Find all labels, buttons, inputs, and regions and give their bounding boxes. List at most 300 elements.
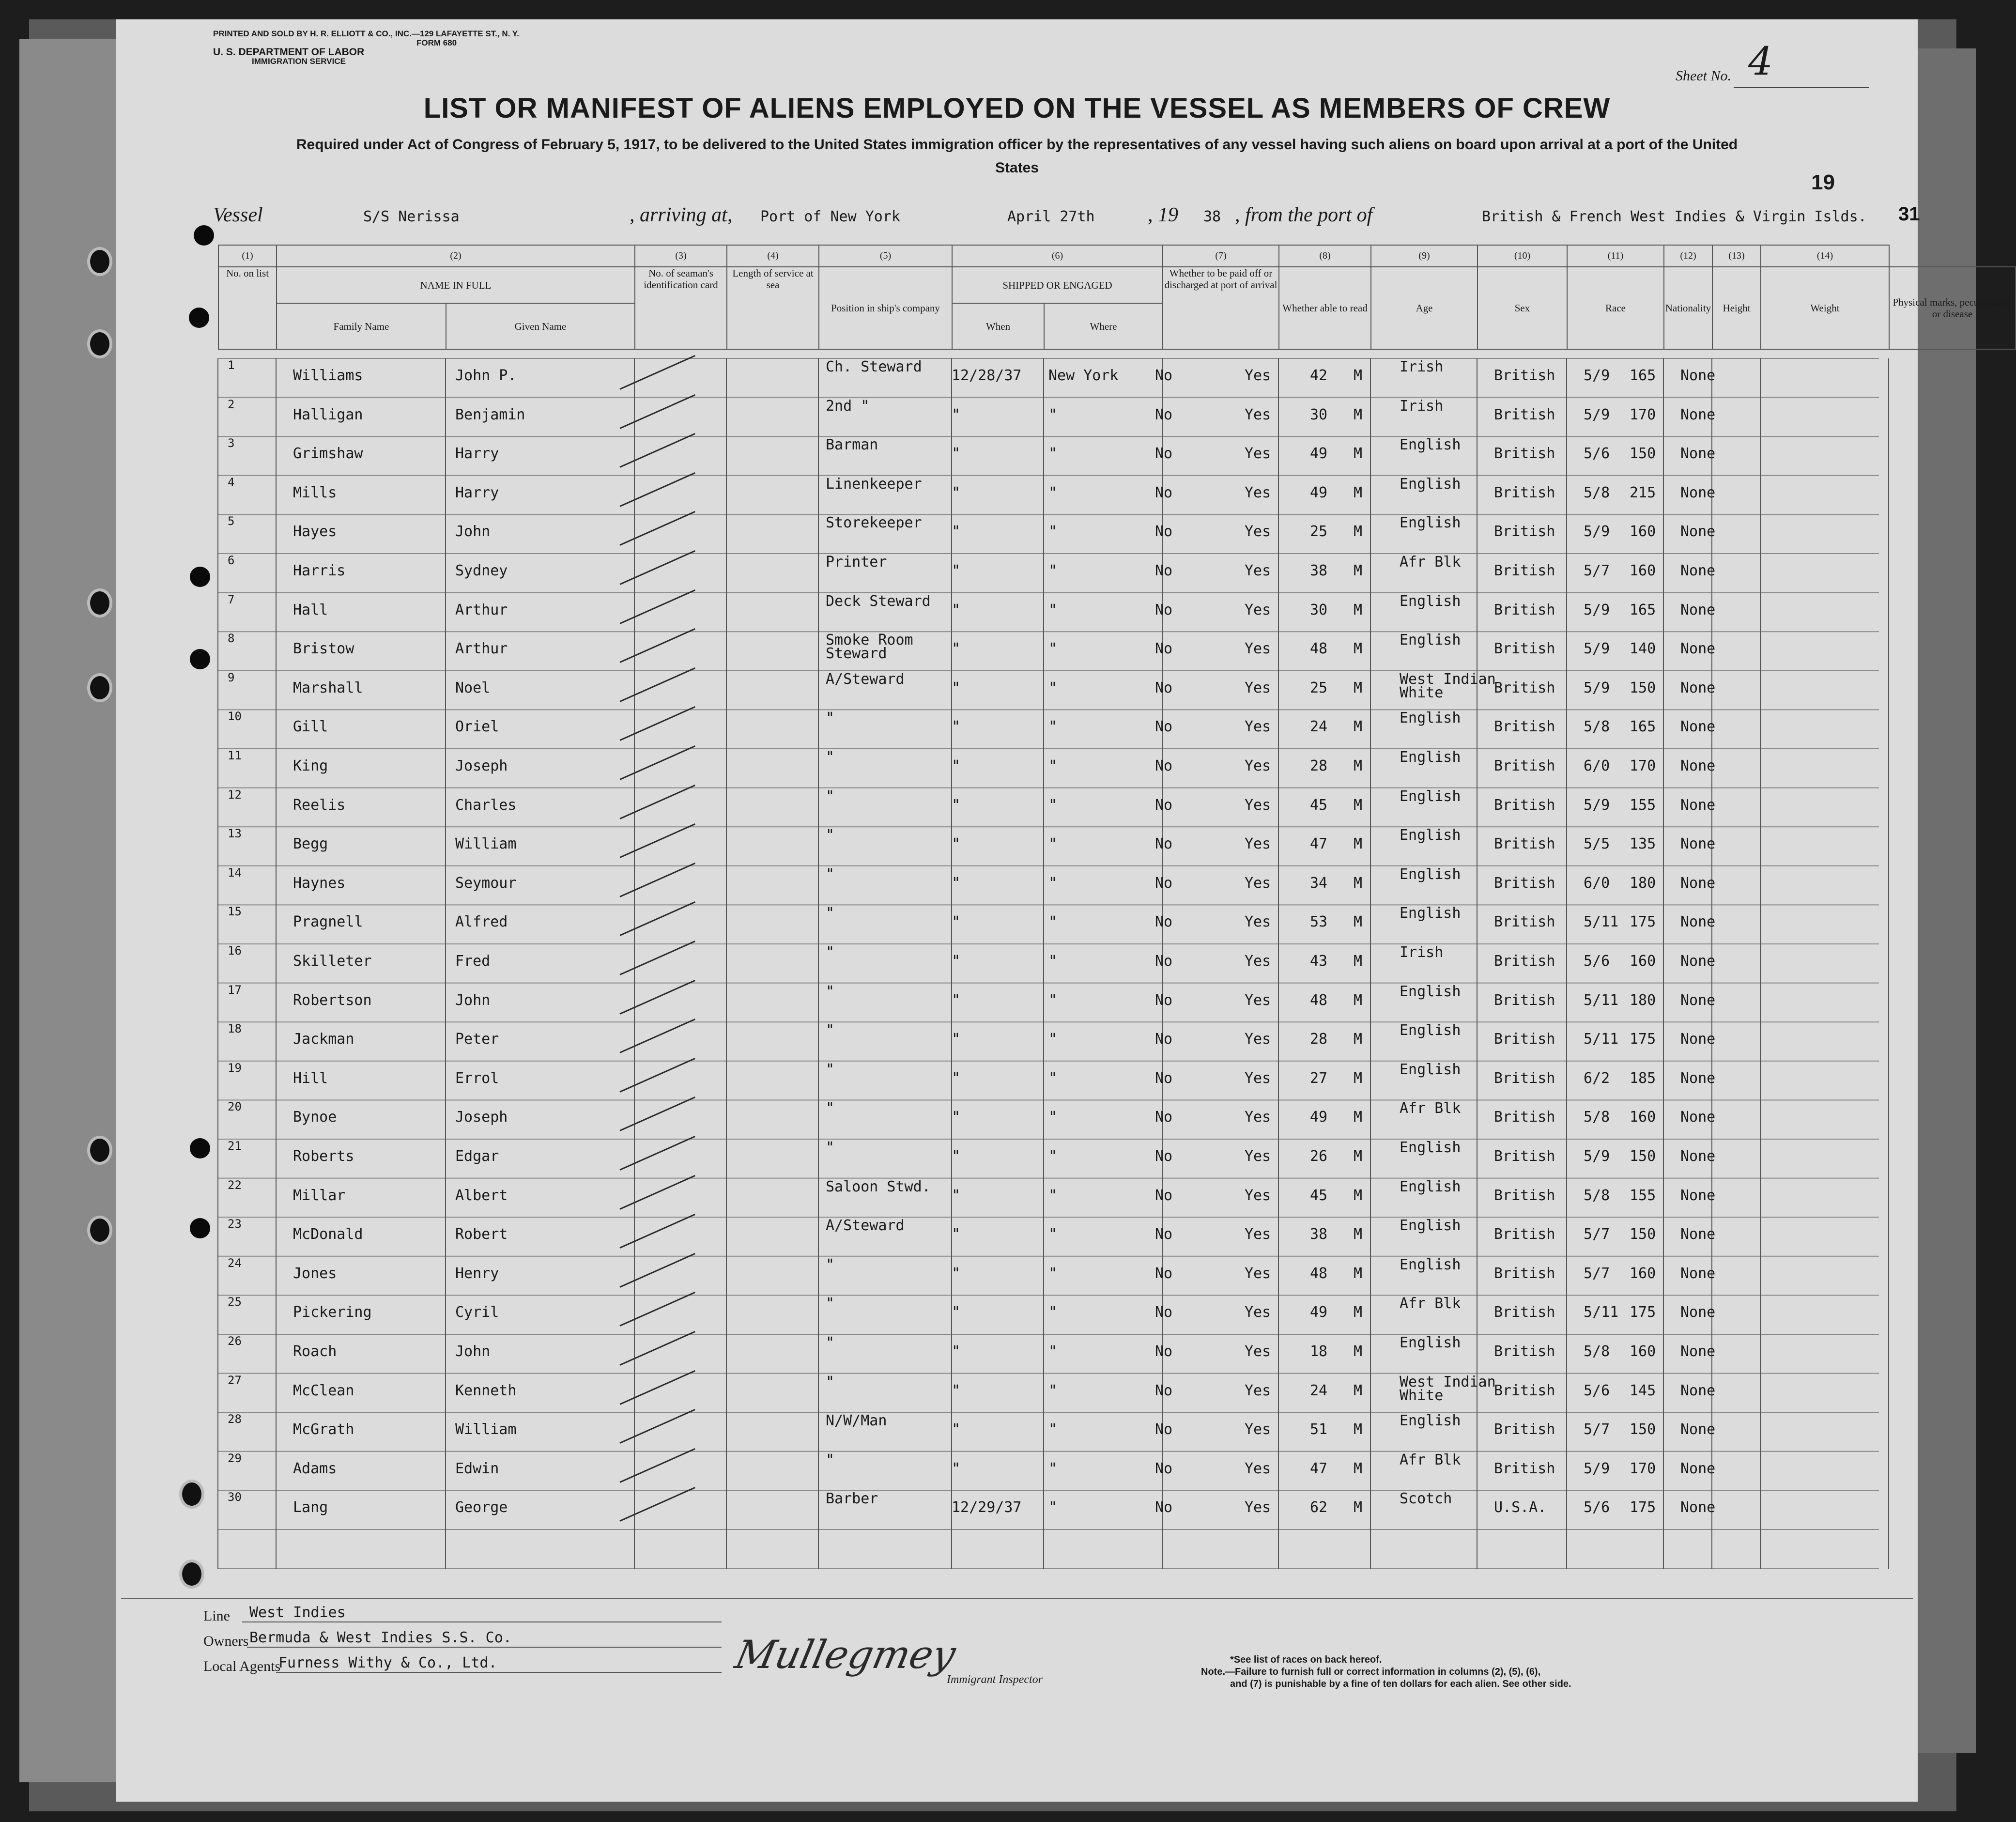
cell-marks: None — [1680, 953, 1716, 970]
cell-when: " — [952, 953, 961, 970]
cell-given: Joseph — [455, 1109, 508, 1126]
cell-age: 24 — [1310, 718, 1328, 736]
cell-height: 5/11 — [1584, 1031, 1619, 1048]
cell-paid: No — [1155, 953, 1173, 970]
cell-weight: 165 — [1630, 718, 1656, 736]
cell-age: 53 — [1310, 913, 1328, 931]
checkmark-icon — [619, 394, 695, 429]
cell-paid: No — [1155, 445, 1173, 463]
cell-weight: 150 — [1630, 1421, 1656, 1438]
inspector-label: Immigrant Inspector — [947, 1673, 1043, 1686]
header-height: Height — [1712, 267, 1761, 349]
cell-read: Yes — [1245, 1148, 1271, 1165]
cell-given: Henry — [455, 1265, 499, 1282]
cell-marks: None — [1680, 1343, 1716, 1360]
cell-read: Yes — [1245, 523, 1271, 540]
table-row — [218, 1451, 1797, 1490]
checkmark-icon — [619, 667, 695, 702]
cell-given: John — [455, 1343, 491, 1360]
cell-height: 5/8 — [1584, 1187, 1610, 1204]
cell-paid: No — [1155, 562, 1173, 579]
cell-where: " — [1048, 1382, 1058, 1399]
cell-where: " — [1048, 913, 1058, 931]
cell-weight: 150 — [1630, 445, 1656, 463]
cell-where: " — [1048, 991, 1058, 1009]
header-race: Race — [1567, 267, 1664, 349]
cell-position: " — [826, 827, 835, 844]
footer-divider — [121, 1598, 1913, 1599]
header-physical-marks: Physical marks, peculiarities, or disease — [1889, 267, 2016, 349]
cell-where: " — [1048, 1499, 1058, 1516]
cell-when: " — [952, 757, 961, 774]
cell-where: " — [1048, 874, 1058, 892]
cell-marks: None — [1680, 991, 1716, 1009]
table-row — [218, 710, 1797, 748]
cell-sex: M — [1354, 445, 1363, 463]
cell-position: " — [826, 1451, 835, 1468]
cell-position: Deck Steward — [826, 592, 931, 610]
cell-read: Yes — [1245, 1265, 1271, 1282]
cell-family: Robertson — [293, 991, 372, 1009]
cell-where: " — [1048, 1265, 1058, 1282]
cell-given: Cyril — [455, 1304, 499, 1321]
cell-sex: M — [1354, 718, 1363, 736]
cell-nat: British — [1494, 1148, 1555, 1165]
cell-when: " — [952, 1226, 961, 1243]
cell-race: English — [1400, 787, 1461, 805]
cell-height: 5/9 — [1584, 679, 1610, 696]
cell-read: Yes — [1245, 1343, 1271, 1360]
header-name-in-full: NAME IN FULL — [277, 267, 635, 303]
checkmark-icon — [619, 589, 695, 624]
cell-family: Bristow — [293, 640, 354, 658]
cell-weight: 180 — [1630, 874, 1656, 892]
cell-paid: No — [1155, 835, 1173, 853]
cell-weight: 150 — [1630, 679, 1656, 696]
cell-paid: No — [1155, 874, 1173, 892]
cell-age: 38 — [1310, 1226, 1328, 1243]
cell-race: English — [1400, 865, 1461, 883]
cell-given: Sydney — [455, 562, 508, 579]
cell-sex: M — [1354, 1499, 1363, 1516]
cell-no: 5 — [228, 514, 235, 528]
cell-race: English — [1400, 1061, 1461, 1078]
checkmark-icon — [619, 980, 695, 1015]
cell-age: 42 — [1310, 367, 1328, 384]
cell-family: Hayes — [293, 523, 337, 540]
cell-no: 28 — [228, 1412, 242, 1426]
cell-marks: None — [1680, 835, 1716, 853]
cell-when: " — [952, 718, 961, 736]
cell-race: English — [1400, 514, 1461, 532]
cell-paid: No — [1155, 1265, 1173, 1282]
cell-marks: None — [1680, 1460, 1716, 1477]
cell-nat: British — [1494, 406, 1555, 423]
cell-marks: None — [1680, 562, 1716, 579]
cell-age: 27 — [1310, 1069, 1328, 1087]
table-row — [218, 671, 1797, 710]
printer-line: U. S. DEPARTMENT OF LABOR — [213, 46, 365, 58]
checkmark-icon — [619, 785, 695, 819]
cell-family: Pragnell — [293, 913, 363, 931]
cell-read: Yes — [1245, 835, 1271, 853]
cell-read: Yes — [1245, 406, 1271, 423]
checkmark-icon — [619, 1409, 695, 1444]
cell-paid: No — [1155, 1421, 1173, 1438]
cell-family: Reelis — [293, 796, 346, 814]
header-able-to-read: Whether able to read — [1279, 267, 1371, 349]
cell-nat: British — [1494, 991, 1555, 1009]
cell-paid: No — [1155, 1343, 1173, 1360]
cell-race: West Indian White — [1400, 1373, 1496, 1404]
cell-family: Haynes — [293, 874, 346, 892]
cell-height: 5/8 — [1584, 1343, 1610, 1360]
cell-when: " — [952, 1421, 961, 1438]
cell-weight: 135 — [1630, 835, 1656, 853]
cell-nat: British — [1494, 1226, 1555, 1243]
cell-height: 5/11 — [1584, 1304, 1619, 1321]
cell-given: Peter — [455, 1031, 499, 1048]
cell-no: 19 — [228, 1061, 242, 1075]
cell-family: Begg — [293, 835, 328, 853]
cell-no: 7 — [228, 592, 235, 606]
cell-given: Arthur — [455, 601, 508, 618]
cell-no: 21 — [228, 1139, 242, 1153]
cell-marks: None — [1680, 1304, 1716, 1321]
cell-where: " — [1048, 1031, 1058, 1048]
cell-weight: 150 — [1630, 1148, 1656, 1165]
cell-position: Barber — [826, 1490, 878, 1508]
cell-sex: M — [1354, 1226, 1363, 1243]
cell-position: " — [826, 1139, 835, 1156]
cell-read: Yes — [1245, 679, 1271, 696]
header-where: Where — [1044, 303, 1163, 349]
cell-no: 8 — [228, 632, 235, 646]
cell-marks: None — [1680, 445, 1716, 463]
cell-given: Charles — [455, 796, 517, 814]
checkmark-icon — [619, 433, 695, 468]
checkmark-icon — [619, 1370, 695, 1405]
cell-given: Albert — [455, 1187, 508, 1204]
cell-position: " — [826, 905, 835, 922]
cell-paid: No — [1155, 1226, 1173, 1243]
cell-when: " — [952, 1148, 961, 1165]
cell-marks: None — [1680, 406, 1716, 423]
cell-family: Skilleter — [293, 953, 372, 970]
cell-height: 5/8 — [1584, 718, 1610, 736]
cell-marks: None — [1680, 1265, 1716, 1282]
cell-no: 29 — [228, 1451, 242, 1465]
cell-race: English — [1400, 710, 1461, 727]
agents-underline — [276, 1672, 722, 1673]
cell-position: Ch. Steward — [826, 358, 922, 375]
cell-nat: British — [1494, 953, 1555, 970]
cell-where: " — [1048, 1109, 1058, 1126]
cell-position: " — [826, 983, 835, 1000]
cell-nat: British — [1494, 913, 1555, 931]
sheet-label: Sheet No. — [1676, 68, 1731, 84]
cell-height: 6/0 — [1584, 874, 1610, 892]
cell-nat: British — [1494, 523, 1555, 540]
cell-age: 43 — [1310, 953, 1328, 970]
checkmark-icon — [619, 823, 695, 858]
cell-weight: 170 — [1630, 1460, 1656, 1477]
cell-when: " — [952, 1109, 961, 1126]
cell-given: Kenneth — [455, 1382, 517, 1399]
cell-where: " — [1048, 796, 1058, 814]
cell-weight: 140 — [1630, 640, 1656, 658]
col-number: (1) — [218, 245, 277, 267]
cell-sex: M — [1354, 1382, 1363, 1399]
cell-where: " — [1048, 640, 1058, 658]
cell-when: " — [952, 991, 961, 1009]
cell-weight: 215 — [1630, 484, 1656, 501]
cell-no: 24 — [228, 1256, 242, 1270]
cell-given: Edwin — [455, 1460, 499, 1477]
cell-where: " — [1048, 679, 1058, 696]
checkmark-icon — [619, 511, 695, 546]
cell-age: 28 — [1310, 757, 1328, 774]
year-prefix: , 19 — [1148, 204, 1178, 226]
cell-no: 22 — [228, 1178, 242, 1192]
table-row — [218, 1178, 1797, 1217]
cell-nat: British — [1494, 640, 1555, 658]
cell-age: 45 — [1310, 1187, 1328, 1204]
cell-when: " — [952, 1187, 961, 1204]
cell-given: Harry — [455, 445, 499, 463]
cell-sex: M — [1354, 796, 1363, 814]
table-row — [218, 1374, 1797, 1412]
cell-race: English — [1400, 1256, 1461, 1273]
cell-sex: M — [1354, 757, 1363, 774]
cell-nat: British — [1494, 874, 1555, 892]
cell-paid: No — [1155, 640, 1173, 658]
cell-when: " — [952, 796, 961, 814]
table-row — [218, 593, 1797, 632]
cell-family: King — [293, 757, 328, 774]
cell-family: Grimshaw — [293, 445, 363, 463]
table-row — [218, 788, 1797, 827]
col-number: (9) — [1371, 245, 1477, 267]
cell-age: 51 — [1310, 1421, 1328, 1438]
cell-weight: 175 — [1630, 1304, 1656, 1321]
cell-age: 25 — [1310, 679, 1328, 696]
cell-family: Lang — [293, 1499, 328, 1516]
cell-nat: British — [1494, 835, 1555, 853]
cell-read: Yes — [1245, 1460, 1271, 1477]
table-row — [218, 749, 1797, 787]
cell-position: " — [826, 1256, 835, 1273]
cell-given: John — [455, 523, 491, 540]
checkmark-icon — [619, 941, 695, 975]
cell-weight: 160 — [1630, 562, 1656, 579]
cell-weight: 175 — [1630, 1499, 1656, 1516]
cell-given: Joseph — [455, 757, 508, 774]
cell-nat: British — [1494, 718, 1555, 736]
cell-no: 23 — [228, 1217, 242, 1231]
header-shipped-or-engaged: SHIPPED OR ENGAGED — [952, 267, 1163, 303]
cell-sex: M — [1354, 367, 1363, 384]
cell-when: " — [952, 1460, 961, 1477]
table-row — [218, 1061, 1797, 1100]
cell-race: English — [1400, 592, 1461, 610]
cell-marks: None — [1680, 1148, 1716, 1165]
cell-given: Errol — [455, 1069, 499, 1087]
cell-family: Gill — [293, 718, 328, 736]
checkmark-icon — [619, 1253, 695, 1288]
note-races: *See list of races on back hereof. — [1230, 1654, 1382, 1665]
cell-sex: M — [1354, 640, 1363, 658]
cell-family: McClean — [293, 1382, 354, 1399]
table-row — [218, 905, 1797, 943]
cell-sex: M — [1354, 835, 1363, 853]
cell-nat: British — [1494, 562, 1555, 579]
cell-race: Scotch — [1400, 1490, 1452, 1508]
line-value: West Indies — [249, 1604, 346, 1621]
cell-family: McDonald — [293, 1226, 363, 1243]
table-row — [218, 1139, 1797, 1178]
cell-read: Yes — [1245, 874, 1271, 892]
arrival-date: April 27th — [1007, 208, 1095, 225]
cell-when: " — [952, 1265, 961, 1282]
cell-position: Saloon Stwd. — [826, 1178, 931, 1195]
header-weight: Weight — [1761, 267, 1889, 349]
cell-read: Yes — [1245, 1031, 1271, 1048]
cell-position: Storekeeper — [826, 514, 922, 532]
cell-given: Robert — [455, 1226, 508, 1243]
cell-sex: M — [1354, 874, 1363, 892]
cell-nat: British — [1494, 1187, 1555, 1204]
col-number: (4) — [727, 245, 819, 267]
cell-given: Oriel — [455, 718, 499, 736]
cell-given: Noel — [455, 679, 491, 696]
cell-nat: British — [1494, 679, 1555, 696]
cell-race: English — [1400, 983, 1461, 1000]
cell-where: " — [1048, 1226, 1058, 1243]
col-number: (7) — [1163, 245, 1279, 267]
cell-paid: No — [1155, 913, 1173, 931]
table-row — [218, 436, 1797, 475]
owners-label: Owners — [203, 1633, 249, 1649]
cell-where: " — [1048, 1069, 1058, 1087]
cell-sex: M — [1354, 484, 1363, 501]
cell-read: Yes — [1245, 1421, 1271, 1438]
cell-position: " — [826, 710, 835, 727]
cell-weight: 175 — [1630, 1031, 1656, 1048]
cell-read: Yes — [1245, 1226, 1271, 1243]
cell-when: " — [952, 523, 961, 540]
cell-age: 38 — [1310, 562, 1328, 579]
inspector-signature: Mullegmey — [731, 1632, 960, 1677]
cell-read: Yes — [1245, 1382, 1271, 1399]
cell-when: " — [952, 406, 961, 423]
cell-when: " — [952, 1069, 961, 1087]
col-number: (8) — [1279, 245, 1371, 267]
cell-height: 5/9 — [1584, 1460, 1610, 1477]
cell-height: 5/9 — [1584, 1148, 1610, 1165]
cell-no: 2 — [228, 397, 235, 411]
cell-paid: No — [1155, 523, 1173, 540]
cell-age: 62 — [1310, 1499, 1328, 1516]
cell-read: Yes — [1245, 1069, 1271, 1087]
cell-nat: U.S.A. — [1494, 1499, 1547, 1516]
checkmark-icon — [619, 1058, 695, 1093]
cell-where: " — [1048, 406, 1058, 423]
cell-position: " — [826, 944, 835, 961]
col-number: (12) — [1664, 245, 1712, 267]
cell-position: A/Steward — [826, 670, 905, 688]
header-id-card: No. of seaman's identification card — [635, 267, 727, 349]
cell-no: 4 — [228, 475, 235, 489]
cell-where: " — [1048, 484, 1058, 501]
cell-family: Pickering — [293, 1304, 372, 1321]
col-number: (2) — [277, 245, 635, 267]
cell-height: 5/7 — [1584, 1421, 1610, 1438]
header-sex: Sex — [1477, 267, 1567, 349]
cell-marks: None — [1680, 1226, 1716, 1243]
from-label: , from the port of — [1235, 204, 1373, 226]
cell-no: 15 — [228, 905, 242, 919]
cell-position: " — [826, 1022, 835, 1039]
cell-paid: No — [1155, 757, 1173, 774]
cell-paid: No — [1155, 1031, 1173, 1048]
cell-given: Benjamin — [455, 406, 525, 423]
cell-nat: British — [1494, 1460, 1555, 1477]
cell-paid: No — [1155, 601, 1173, 618]
cell-weight: 145 — [1630, 1382, 1656, 1399]
cell-where: " — [1048, 1460, 1058, 1477]
cell-position: " — [826, 1295, 835, 1312]
cell-marks: None — [1680, 484, 1716, 501]
cell-when: " — [952, 445, 961, 463]
cell-family: Hill — [293, 1069, 328, 1087]
cell-sex: M — [1354, 1109, 1363, 1126]
cell-when: " — [952, 1304, 961, 1321]
cell-marks: None — [1680, 679, 1716, 696]
cell-given: George — [455, 1499, 508, 1516]
cell-where: " — [1048, 1148, 1058, 1165]
cell-no: 17 — [228, 983, 242, 997]
cell-height: 5/7 — [1584, 1226, 1610, 1243]
cell-read: Yes — [1245, 484, 1271, 501]
cell-nat: British — [1494, 484, 1555, 501]
cell-given: William — [455, 835, 517, 853]
col-number: (13) — [1712, 245, 1761, 267]
cell-no: 16 — [228, 944, 242, 957]
cell-weight: 150 — [1630, 1226, 1656, 1243]
cell-height: 5/8 — [1584, 484, 1610, 501]
cell-read: Yes — [1245, 1187, 1271, 1204]
table-row — [218, 476, 1797, 514]
printer-line: FORM 680 — [416, 38, 457, 47]
cell-weight: 160 — [1630, 953, 1656, 970]
cell-when: " — [952, 679, 961, 696]
checkmark-icon — [619, 901, 695, 936]
cell-sex: M — [1354, 1187, 1363, 1204]
cell-marks: None — [1680, 796, 1716, 814]
cell-sex: M — [1354, 1343, 1363, 1360]
cell-position: A/Steward — [826, 1217, 905, 1235]
cell-position: N/W/Man — [826, 1412, 887, 1430]
cell-nat: British — [1494, 1031, 1555, 1048]
cell-read: Yes — [1245, 562, 1271, 579]
printer-line: IMMIGRATION SERVICE — [252, 57, 346, 66]
owners-value: Bermuda & West Indies S.S. Co. — [249, 1629, 512, 1646]
cell-race: English — [1400, 827, 1461, 844]
cell-nat: British — [1494, 367, 1555, 384]
cell-given: John — [455, 991, 491, 1009]
cell-position: " — [826, 1061, 835, 1078]
